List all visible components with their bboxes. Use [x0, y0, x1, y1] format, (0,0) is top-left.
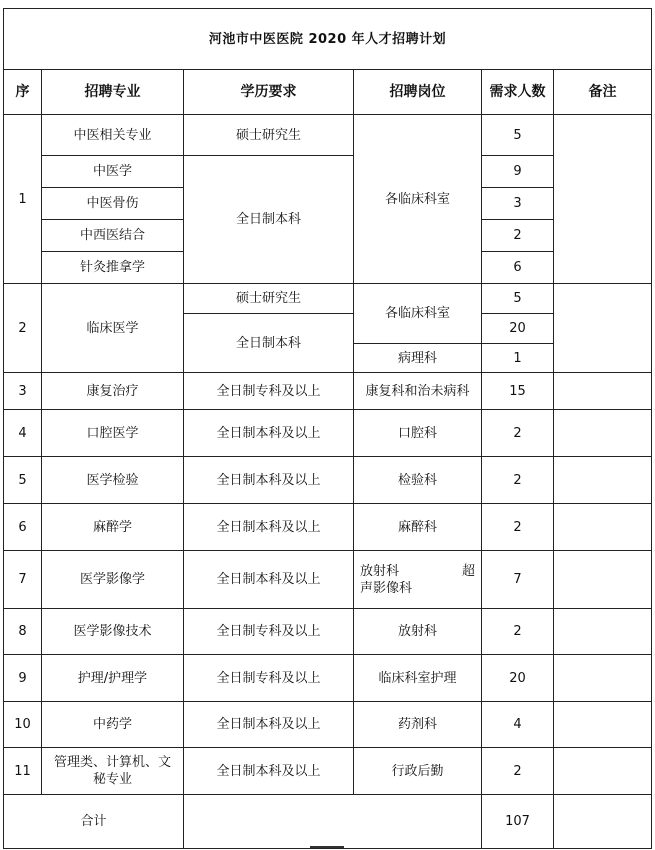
post-line-1 [360, 563, 475, 580]
seq-cell: 6 [4, 504, 42, 551]
major-cell: 中药学 [42, 702, 184, 748]
education-cell: 全日制本科及以上 [184, 551, 354, 609]
major-cell: 中医骨伤 [42, 188, 184, 220]
major-cell: 医学影像学 [42, 551, 184, 609]
seq-cell: 8 [4, 609, 42, 655]
education-cell: 全日制本科及以上 [184, 748, 354, 795]
count-cell: 2 [482, 748, 554, 795]
page-title: 河池市中医医院 2020 年人才招聘计划 [4, 9, 652, 70]
count-cell: 2 [482, 609, 554, 655]
total-count: 107 [482, 795, 554, 849]
count-cell: 3 [482, 188, 554, 220]
header-note: 备注 [554, 70, 652, 115]
seq-cell: 5 [4, 457, 42, 504]
table-row [4, 655, 652, 702]
header-education: 学历要求 [184, 70, 354, 115]
education-cell: 全日制专科及以上 [184, 373, 354, 410]
post-cell: 口腔科 [354, 410, 482, 457]
table-row [4, 702, 652, 748]
note-cell [554, 655, 652, 702]
note-cell [554, 115, 652, 284]
post-cell: 病理科 [354, 344, 482, 373]
major-cell: 口腔医学 [42, 410, 184, 457]
education-cell: 全日制本科 [184, 156, 354, 284]
total-empty [184, 795, 482, 849]
count-cell: 5 [482, 115, 554, 156]
header-count: 需求人数 [482, 70, 554, 115]
count-cell: 6 [482, 252, 554, 284]
major-cell: 中医学 [42, 156, 184, 188]
count-cell: 4 [482, 702, 554, 748]
seq-cell: 1 [4, 115, 42, 284]
note-cell [554, 795, 652, 849]
count-cell: 2 [482, 410, 554, 457]
education-cell: 硕士研究生 [184, 115, 354, 156]
note-cell [554, 504, 652, 551]
education-cell: 全日制本科 [184, 314, 354, 373]
education-cell: 硕士研究生 [184, 284, 354, 314]
post-cell: 康复科和治未病科 [354, 373, 482, 410]
note-cell [554, 551, 652, 609]
major-line-2: 秘专业 [92, 772, 132, 787]
post-cell: 行政后勤 [354, 748, 482, 795]
post-cell: 麻醉科 [354, 504, 482, 551]
major-cell: 医学影像技术 [42, 609, 184, 655]
total-label: 合计 [4, 795, 184, 849]
post-cell: 检验科 [354, 457, 482, 504]
table-row [4, 609, 652, 655]
education-cell: 全日制本科及以上 [184, 410, 354, 457]
count-cell: 5 [482, 284, 554, 314]
major-cell: 针灸推拿学 [42, 252, 184, 284]
count-cell: 2 [482, 220, 554, 252]
major-cell [42, 748, 184, 795]
header-major: 招聘专业 [42, 70, 184, 115]
table-row [4, 504, 652, 551]
post-text: 放射科 [360, 563, 400, 579]
total-row [4, 795, 652, 849]
major-line-1: 管理类、计算机、文 [53, 755, 171, 770]
count-cell: 7 [482, 551, 554, 609]
note-cell [554, 702, 652, 748]
count-cell: 15 [482, 373, 554, 410]
major-cell: 麻醉学 [42, 504, 184, 551]
seq-cell: 3 [4, 373, 42, 410]
count-cell: 2 [482, 504, 554, 551]
seq-cell: 11 [4, 748, 42, 795]
seq-cell: 4 [4, 410, 42, 457]
education-cell: 全日制本科及以上 [184, 504, 354, 551]
recruitment-table [3, 8, 652, 849]
table-row [4, 284, 652, 314]
seq-cell: 2 [4, 284, 42, 373]
post-cell: 药剂科 [354, 702, 482, 748]
education-cell: 全日制本科及以上 [184, 457, 354, 504]
education-cell: 全日制本科及以上 [184, 702, 354, 748]
major-cell: 康复治疗 [42, 373, 184, 410]
major-cell: 中西医结合 [42, 220, 184, 252]
header-seq: 序 [4, 70, 42, 115]
table-row [4, 115, 652, 156]
major-cell: 护理/护理学 [42, 655, 184, 702]
post-cell: 临床科室护理 [354, 655, 482, 702]
post-cell: 放射科 [354, 609, 482, 655]
header-row [4, 70, 652, 115]
post-cell: 各临床科室 [354, 115, 482, 284]
header-post: 招聘岗位 [354, 70, 482, 115]
major-cell: 临床医学 [42, 284, 184, 373]
count-cell: 1 [482, 344, 554, 373]
count-cell: 20 [482, 314, 554, 344]
note-cell [554, 373, 652, 410]
seq-cell: 7 [4, 551, 42, 609]
count-cell: 2 [482, 457, 554, 504]
post-text: 超 [461, 563, 475, 579]
table-row [4, 373, 652, 410]
major-cell: 中医相关专业 [42, 115, 184, 156]
table-row [4, 457, 652, 504]
education-cell: 全日制专科及以上 [184, 655, 354, 702]
note-cell [554, 284, 652, 373]
seq-cell: 10 [4, 702, 42, 748]
note-cell [554, 410, 652, 457]
table-row [4, 410, 652, 457]
note-cell [554, 609, 652, 655]
post-line-2: 声影像科 [360, 580, 413, 596]
table-row [4, 748, 652, 795]
note-cell [554, 748, 652, 795]
major-cell: 医学检验 [42, 457, 184, 504]
table-row [4, 551, 652, 609]
education-cell: 全日制专科及以上 [184, 609, 354, 655]
count-cell: 20 [482, 655, 554, 702]
page-edge-mark [310, 846, 344, 848]
seq-cell: 9 [4, 655, 42, 702]
note-cell [554, 457, 652, 504]
count-cell: 9 [482, 156, 554, 188]
post-cell [354, 551, 482, 609]
post-cell: 各临床科室 [354, 284, 482, 344]
